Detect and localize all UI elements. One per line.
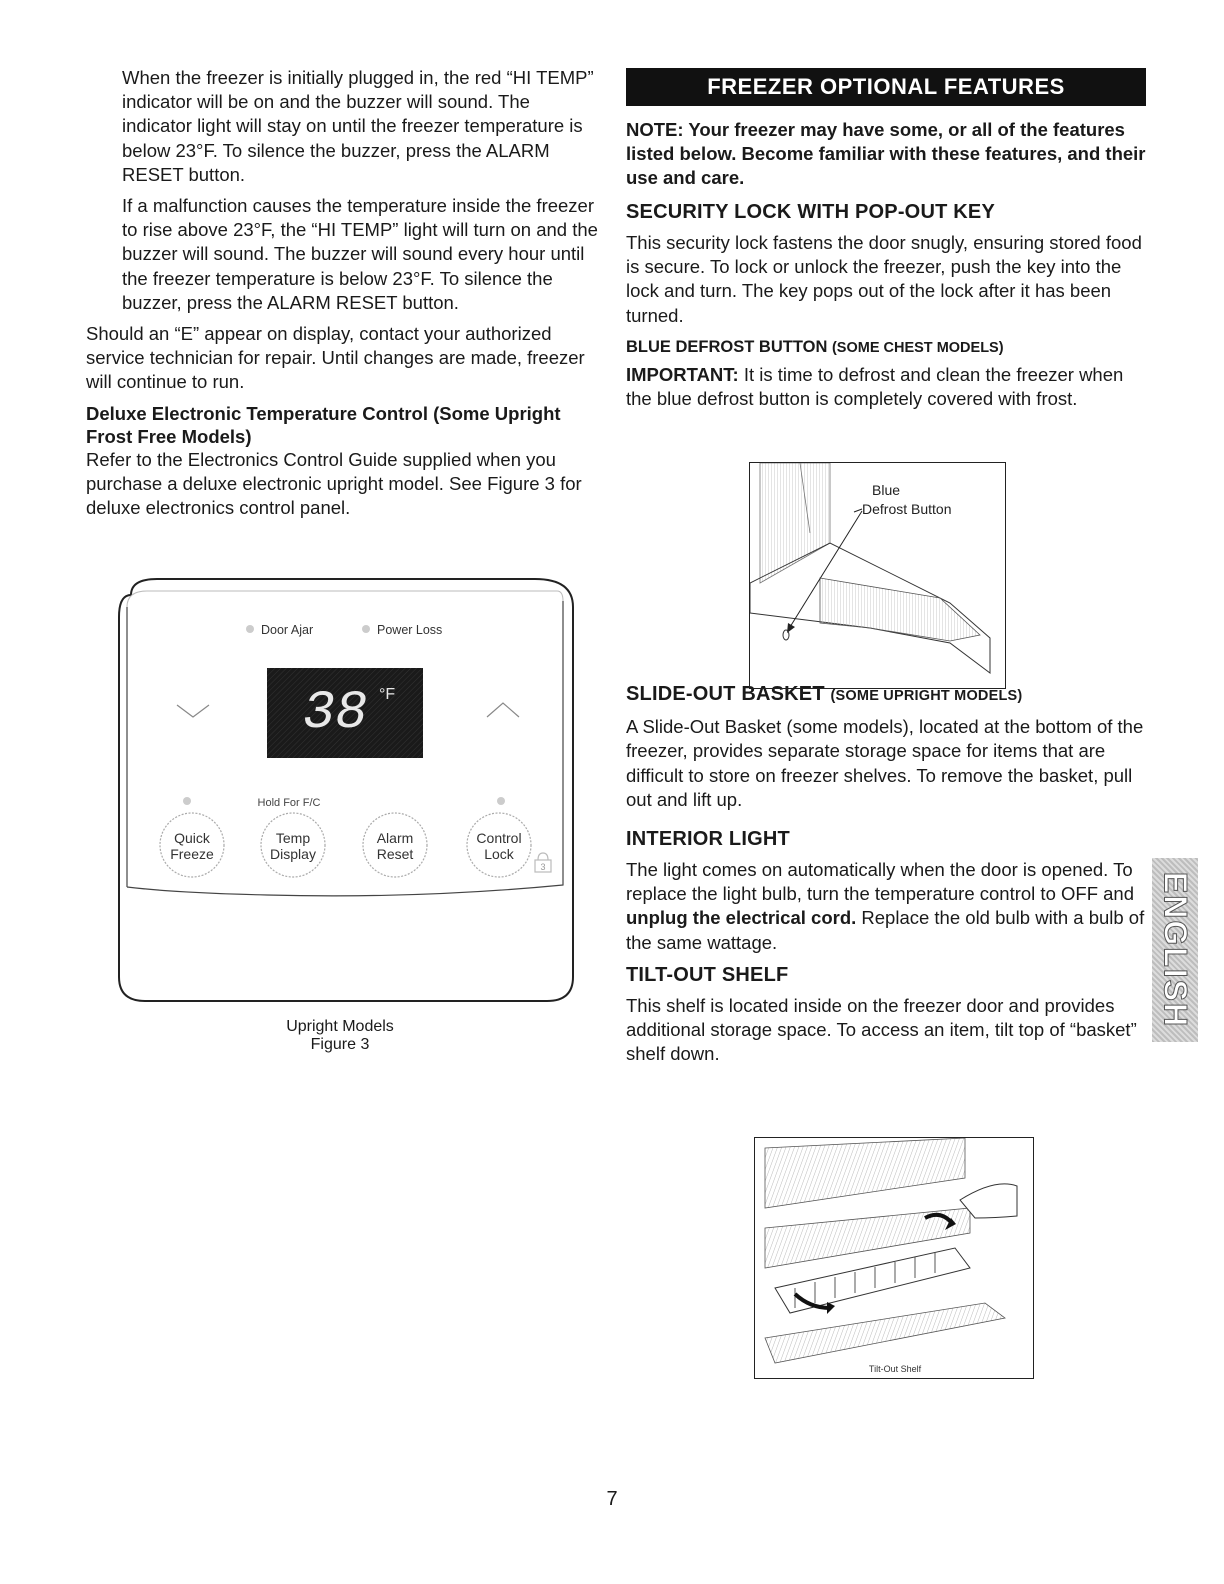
slide-out-basket-text: A Slide-Out Basket (some models), located at the bottom of the freezer, provides separate storage space for items that are difficult to store on freezer shelves. To remove the basket, pull out and lift up. [626, 716, 1144, 810]
interior-light-text: The light comes on automatically when the door is opened. To replace the light bulb, turn the temperature control to OFF and unplug the electrical cord. Replace the old bulb with a bulb of the same wattage. [626, 859, 1145, 953]
important-paragraph [626, 363, 1146, 411]
malfunction-paragraph: If a malfunction causes the temperature inside the freezer to rise above 23°F, the “HI TEMP” light will turn on and the buzzer will sound. The buzzer will sound every hour until the freezer temperature is below 23°F. To silence the buzzer, press the ALARM RESET button. [122, 195, 598, 313]
tilt-out-shelf-figure [754, 1137, 1034, 1379]
deluxe-control-text: Refer to the Electronics Control Guide supplied when you purchase a deluxe electronic upright model. See Figure 3 for deluxe electronics control panel. [86, 448, 582, 519]
left-column [86, 66, 602, 520]
tilt-out-shelf-heading: TILT-OUT SHELF [626, 963, 789, 986]
figure-3-caption [240, 1018, 440, 1054]
svg-text:Control: Control [476, 830, 522, 846]
error-display-paragraph: Should an “E” appear on display, contact your authorized service technician for repair. Until changes are made, freezer will continue to run. [86, 323, 585, 393]
control-lock-button[interactable] [467, 813, 531, 877]
deluxe-control-heading: Deluxe Electronic Temperature Control (Some Upright Frost Free Models) [86, 402, 561, 447]
quick-freeze-button[interactable] [160, 813, 224, 877]
language-side-tab [1152, 858, 1198, 1042]
svg-text:Display: Display [270, 846, 316, 862]
lock-icon [535, 853, 551, 872]
temperature-readout: 38 [302, 683, 368, 744]
defrost-button-label: Defrost Button [862, 501, 952, 517]
door-ajar-led-icon [246, 625, 254, 633]
svg-text:Lock: Lock [484, 846, 514, 862]
power-loss-label: Power Loss [377, 623, 443, 637]
tilt-out-shelf-text: This shelf is located inside on the freezer door and provides additional storage space. To access an item, tilt top of “basket” shelf down. [626, 994, 1137, 1065]
section-title-bar: FREEZER OPTIONAL FEATURES [626, 68, 1146, 106]
important-text: It is time to defrost and clean the freezer when the blue defrost button is completely covered with frost. [626, 363, 1124, 410]
language-tab-label: ENGLISH [1157, 871, 1194, 1029]
blue-defrost-figure [749, 462, 1006, 689]
security-lock-text: This security lock fastens the door snugly, ensuring stored food is secure. To lock or unlock the freezer, push the key into the lock and turn. The key pops out of the lock after it has been turned. [626, 232, 1142, 326]
svg-text:3: 3 [540, 862, 546, 872]
temp-display-button[interactable] [261, 813, 325, 877]
alarm-reset-button[interactable] [363, 813, 427, 877]
tilt-out-shelf-caption: Tilt-Out Shelf [868, 1364, 922, 1374]
slide-out-basket-heading: SLIDE-OUT BASKET (SOME UPRIGHT MODELS) [626, 683, 1023, 706]
figure-caption-line-1: Upright Models [286, 1018, 394, 1035]
svg-text:Temp: Temp [275, 830, 311, 846]
blue-label: Blue [872, 482, 901, 498]
temp-down-arrow-icon [177, 705, 209, 717]
security-lock-heading: SECURITY LOCK WITH POP-OUT KEY [626, 201, 995, 223]
svg-text:Quick: Quick [174, 830, 210, 846]
important-label: IMPORTANT: [626, 363, 739, 385]
control-panel-figure [117, 577, 575, 1005]
svg-text:Reset: Reset [376, 846, 414, 862]
hi-temp-paragraph: When the freezer is initially plugged in, the red “HI TEMP” indicator will be on and the buzzer will sound. The indicator light will stay on until the freezer temperature is below 23°F. To silence the buzzer, press the ALARM RESET button. [122, 67, 594, 185]
svg-text:Freeze: Freeze [170, 846, 214, 862]
page-number: 7 [606, 1488, 618, 1510]
svg-text:Alarm: Alarm [376, 830, 414, 846]
door-ajar-label: Door Ajar [261, 623, 314, 637]
temperature-unit: °F [379, 686, 396, 703]
blue-defrost-heading: BLUE DEFROST BUTTON (SOME CHEST MODELS) [626, 337, 1004, 356]
temp-up-arrow-icon [487, 703, 519, 717]
hold-for-fc-label: Hold For F/C [257, 797, 321, 809]
features-note: NOTE: Your freezer may have some, or all of the features listed below. Become familiar with these features, and their use and care. [626, 119, 1146, 188]
interior-light-heading: INTERIOR LIGHT [626, 828, 790, 851]
figure-caption-line-2: Figure 3 [310, 1036, 370, 1053]
power-loss-led-icon [362, 625, 370, 633]
